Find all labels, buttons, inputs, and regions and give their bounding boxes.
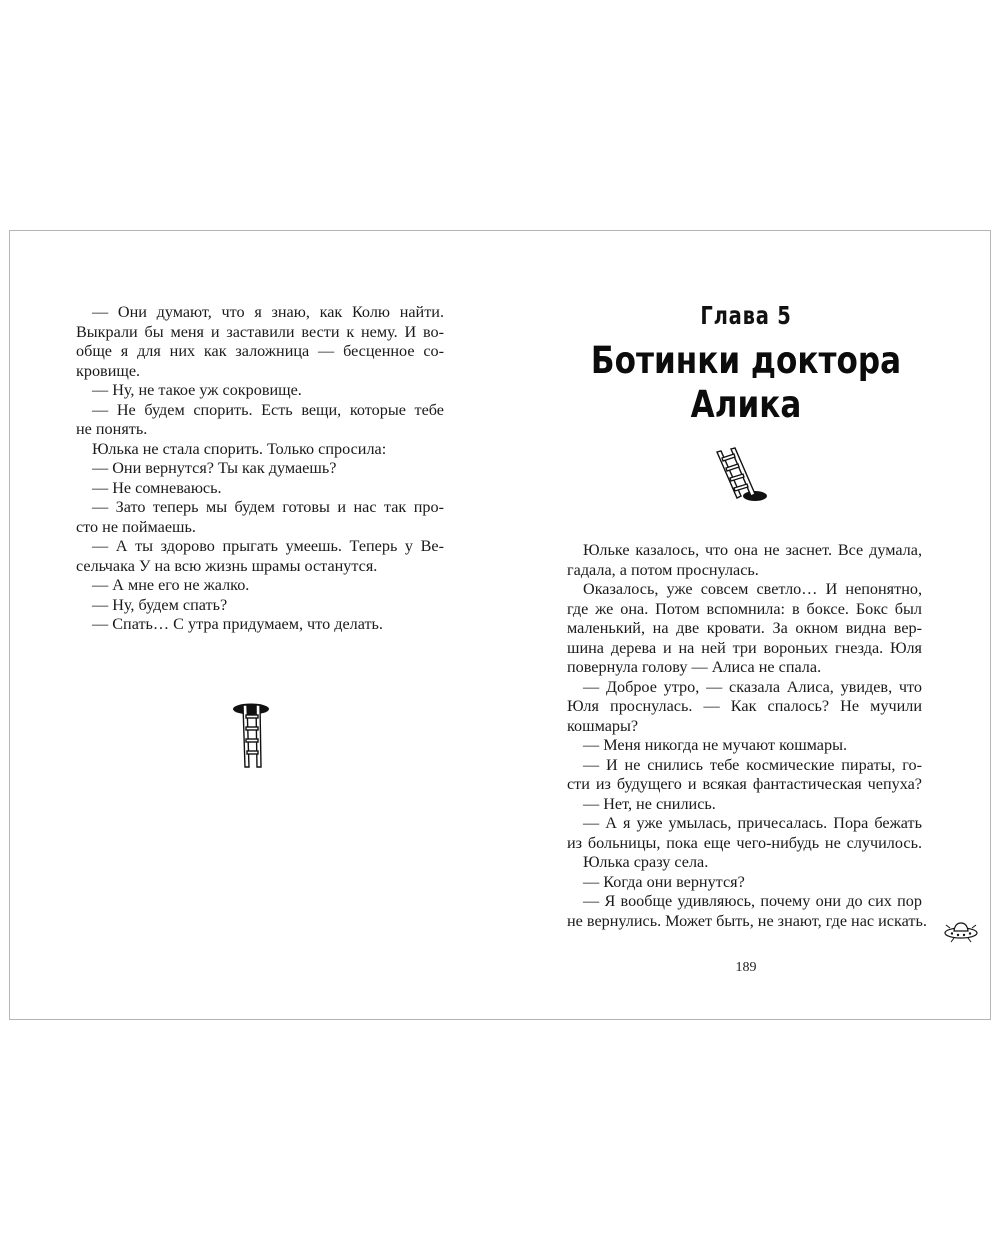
chapter-title-line: Ботинки доктора	[590, 339, 902, 382]
text-line: — Спать… С утра придумаем, что делать.	[92, 615, 383, 633]
text-line: кровище.	[76, 361, 141, 380]
text-line: — А я уже умылась, причесалась. Пора бежать	[583, 814, 922, 832]
text-line: Юльке казалось, что она не заснет. Все думала,	[583, 541, 922, 559]
text-line: Юля проснулась. — Как спалось? Не мучили	[567, 697, 922, 715]
text-line: — Ну, будем спать?	[92, 595, 228, 614]
text-line: — Не сомневаюсь.	[92, 478, 222, 497]
text-line: Юлька сразу села.	[583, 853, 709, 871]
text-line: — А ты здорово прыгать умеешь. Теперь у Ве-	[92, 537, 444, 555]
text-line: гадала, а потом проснулась.	[567, 560, 759, 579]
chapter-label: Глава 5	[700, 301, 792, 330]
text-line: — Зато теперь мы будем готовы и нас так про-	[92, 498, 444, 516]
text-line: сельчака У на всю жизнь шрамы останутся.	[76, 556, 378, 575]
text-line: — Доброе утро, — сказала Алиса, увидев, что	[583, 677, 922, 696]
text-line: — Ну, не такое уж сокровище.	[92, 381, 302, 399]
text-line: — Они думают, что я знаю, как Колю найти.	[92, 303, 444, 321]
text-line: не понять.	[76, 420, 148, 438]
book-spread	[9, 230, 991, 1020]
text-line: где же она. Потом вспомнила: в боксе. Бокс был	[567, 599, 922, 618]
text-line: из больницы, пока еще чего-нибудь не случилось.	[567, 833, 922, 852]
text-line: сто не поймаешь.	[76, 517, 196, 536]
left-page	[10, 231, 500, 1019]
text-line: повернула голову — Алиса не спала.	[567, 658, 822, 676]
text-line: не вернулись. Может быть, не знают, где нас искать.	[567, 911, 927, 930]
text-line: — И не снились тебе космические пираты, го-	[583, 755, 922, 774]
text-line: — Нет, не снились.	[583, 794, 716, 813]
text-line: — А мне его не жалко.	[92, 576, 250, 594]
text-line: маленький, на две кровати. За окном видна вер-	[567, 619, 922, 637]
ladder-in-hole-icon	[230, 701, 274, 769]
text-line: сти из будущего и всякая фантастическая чепуха?	[567, 775, 922, 793]
text-line: — Не будем спорить. Есть вещи, которые тебе	[92, 400, 444, 419]
text-line: — Я вообще удивляюсь, почему они до сих пор	[583, 892, 922, 910]
text-line: — Они вернутся? Ты как думаешь?	[92, 459, 337, 477]
text-line: — Когда они вернутся?	[583, 872, 745, 891]
chapter-title	[500, 339, 992, 427]
text-line: шина дерева и на ней три вороньих гнезда. Юля	[567, 638, 922, 657]
text-line: Оказалось, уже совсем светло… И непонятно,	[583, 580, 922, 598]
text-line: обще я для них как заложница — бесценное со-	[76, 342, 444, 360]
flying-saucer-icon	[942, 919, 980, 943]
right-page-text	[567, 541, 927, 931]
left-page-text	[76, 303, 444, 635]
page-number: 189	[735, 960, 757, 975]
chapter-title-line: Алика	[690, 383, 802, 426]
right-page	[500, 231, 992, 1019]
text-line: Юлька не стала спорить. Только спросила:	[92, 439, 387, 458]
text-line: Выкрали бы меня и заставили вести к нему. И во-	[76, 322, 444, 341]
text-line: кошмары?	[567, 716, 639, 735]
text-line: — Меня никогда не мучают кошмары.	[583, 736, 848, 754]
ladder-rising-from-hole-icon	[711, 446, 769, 504]
